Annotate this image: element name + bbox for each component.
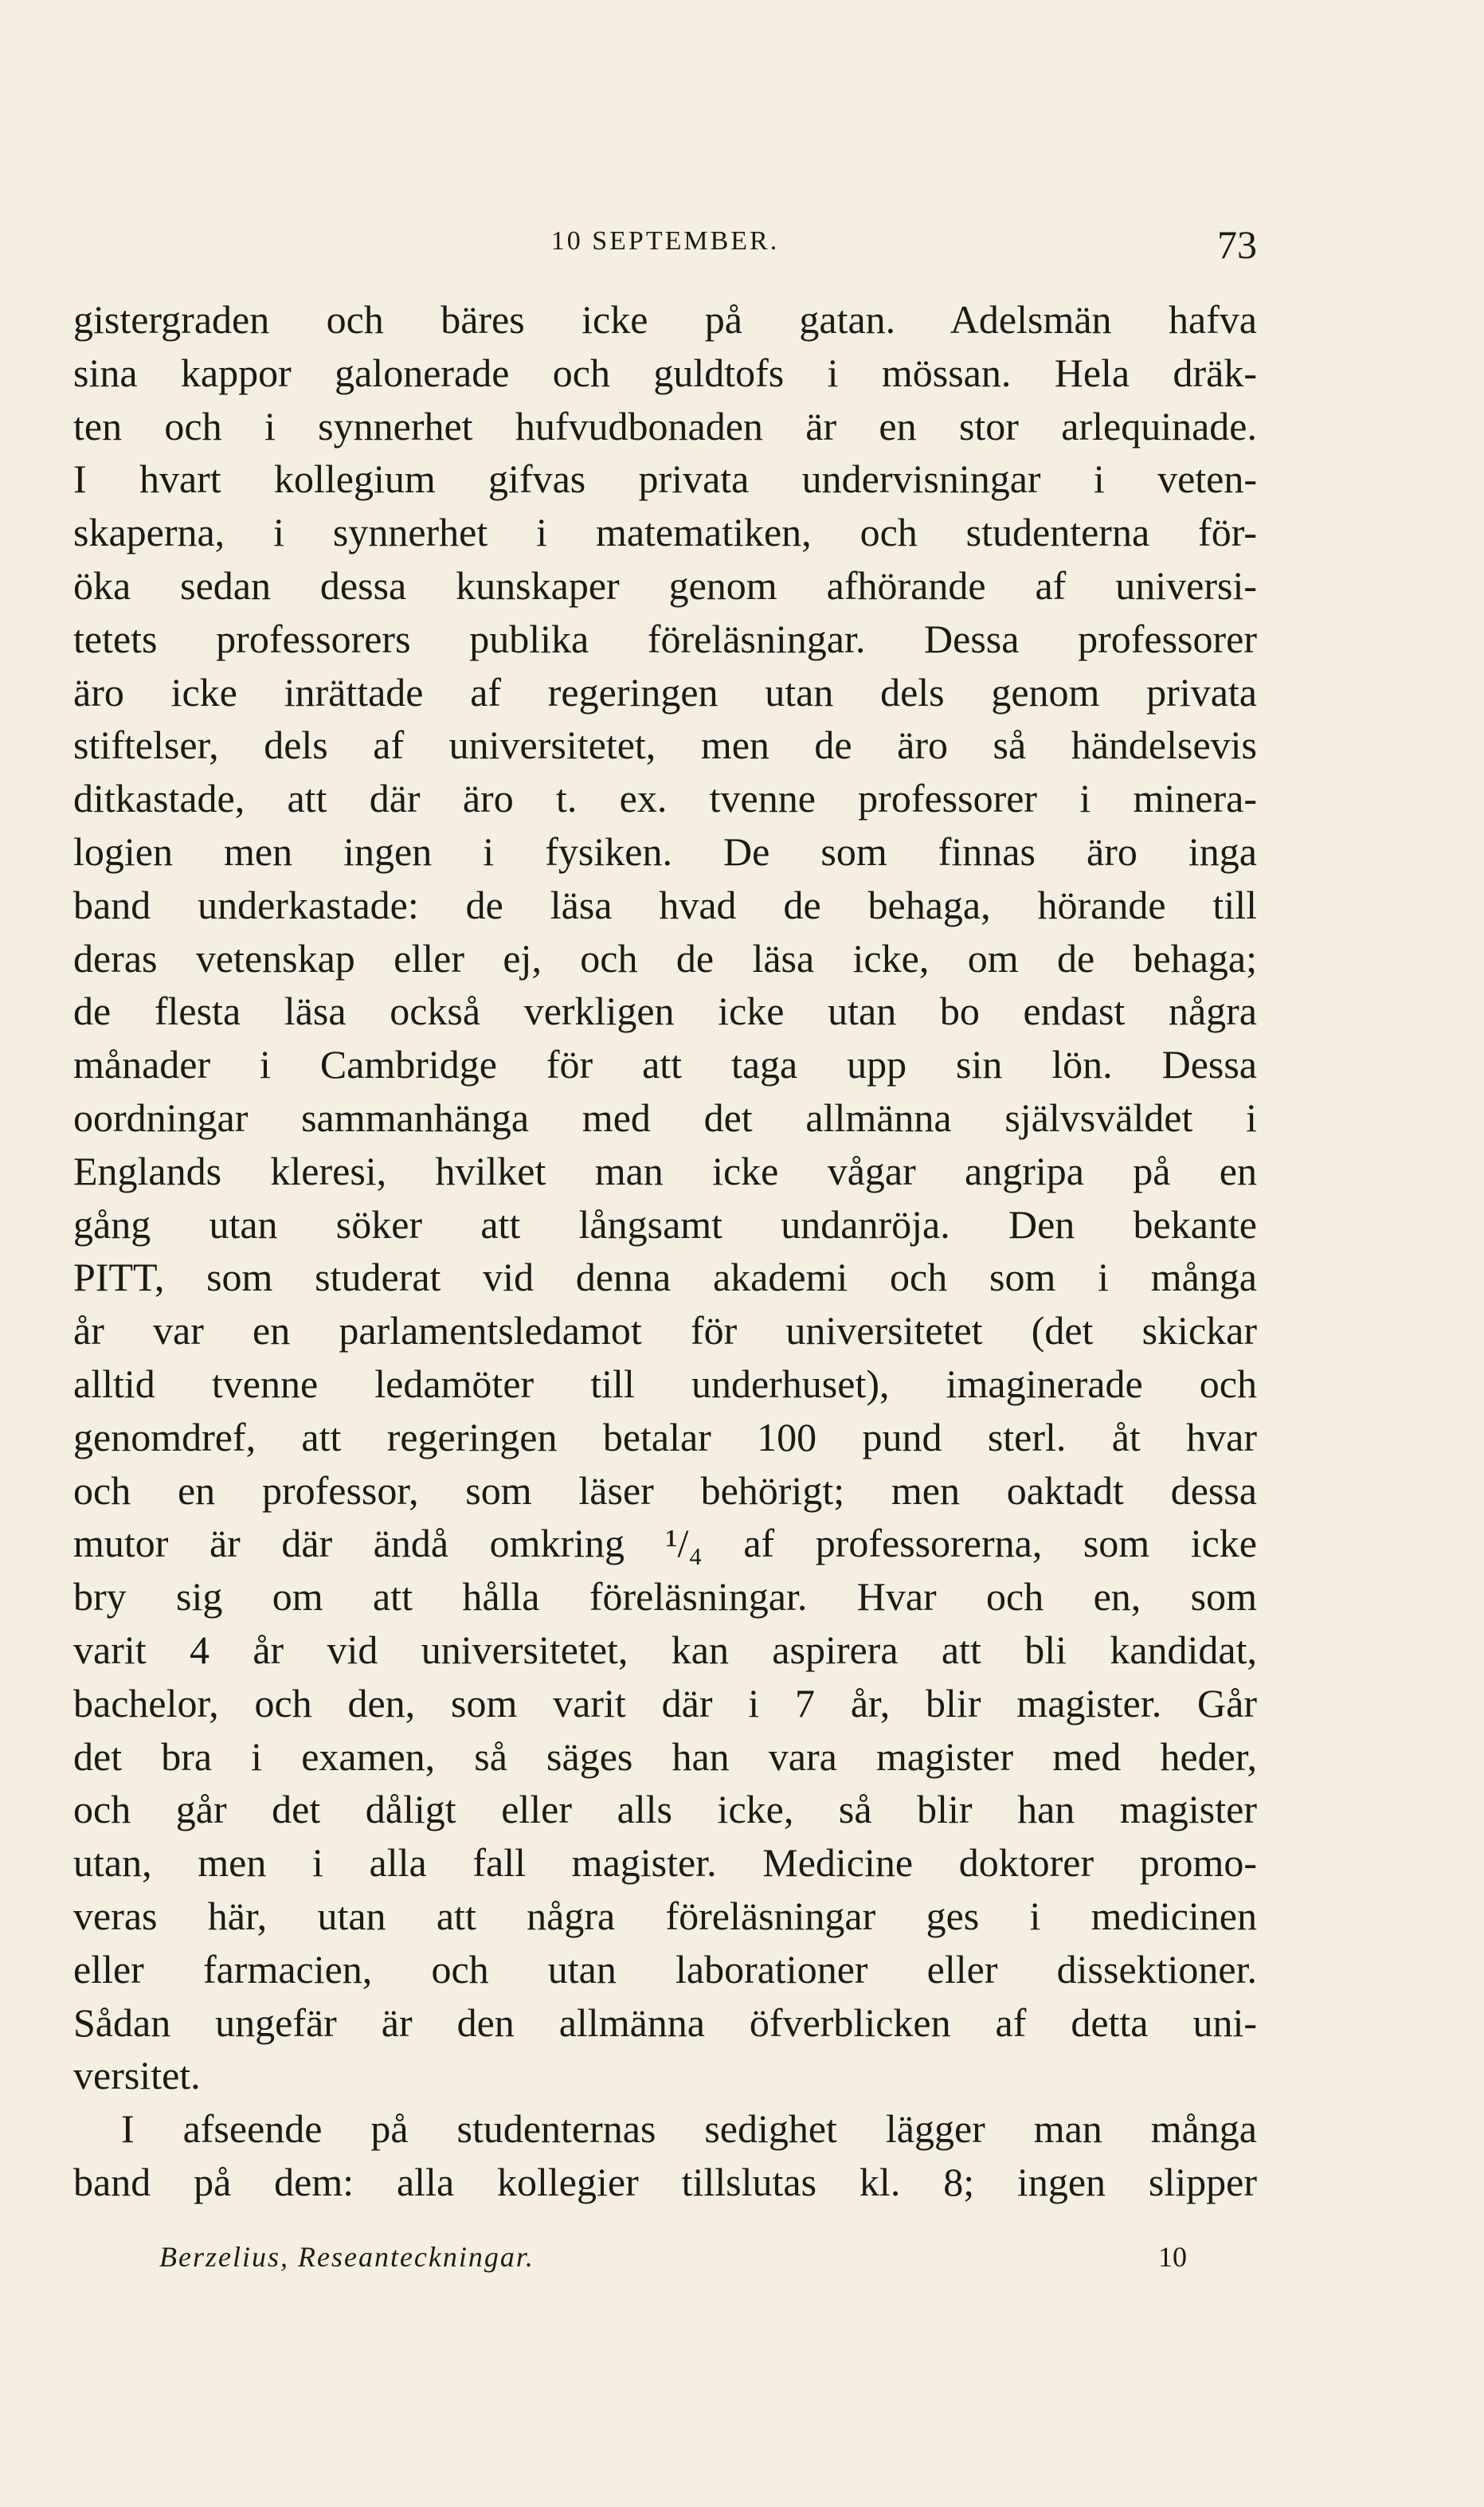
text-line: genomdref, att regeringen betalar 100 pund sterl. åt hvar (73, 1414, 1257, 1459)
text-line: Englands kleresi, hvilket man icke vågar angripa på en (73, 1148, 1257, 1193)
page-number: 73 (1217, 222, 1257, 267)
text-line: band på dem: alla kollegier tillslutas kl. 8; ingen slipper (73, 2159, 1257, 2204)
text-line: band underkastade: de läsa hvad de behaga, hörande till (73, 882, 1257, 927)
text-line: gång utan söker att långsamt undanröja. Den bekante (73, 1201, 1257, 1247)
running-head (73, 221, 1257, 269)
text-line: deras vetenskap eller ej, och de läsa icke, om de behaga; (73, 935, 1257, 981)
text-line: oordningar sammanhänga med det allmänna självsväldet i (73, 1095, 1257, 1140)
running-title: 10 SEPTEMBER. (550, 226, 780, 256)
text-line: tetets professorers publika föreläsningar. Dessa professorer (73, 616, 1257, 661)
text-line: varit 4 år vid universitetet, kan aspirera att bli kandidat, (73, 1627, 1257, 1672)
text-line: I afseende på studenternas sedighet lägger man många (121, 2106, 1257, 2152)
text-line: versitet. (73, 2053, 201, 2098)
text-line: äro icke inrättade af regeringen utan dels genom privata (73, 669, 1257, 715)
text-line: utan, men i alla fall magister. Medicine doktorer promo- (73, 1840, 1257, 1886)
text-line: mutor är där ändå omkring ¹/₄ af professorerna, som icke (73, 1521, 1257, 1566)
text-line: sina kappor galonerade och guldtofs i mössan. Hela dräk- (73, 350, 1257, 395)
text-line: och en professor, som läser behörigt; men oaktadt dessa (73, 1467, 1257, 1513)
text-line: logien men ingen i fysiken. De som finnas äro inga (73, 828, 1257, 874)
text-line: månader i Cambridge för att taga upp sin lön. Dessa (73, 1042, 1257, 1087)
text-line: bachelor, och den, som varit där i 7 år, blir magister. Går (73, 1680, 1257, 1726)
text-line: eller farmacien, och utan laborationer eller dissektioner. (73, 1946, 1257, 1992)
text-line: PITT, som studerat vid denna akademi och som i många (73, 1255, 1257, 1300)
footer (159, 2240, 1187, 2288)
text-line: skaperna, i synnerhet i matematiken, och studenterna för- (73, 510, 1257, 555)
text-line: I hvart kollegium gifvas privata undervisningar i veten- (73, 456, 1257, 502)
text-line: alltid tvenne ledamöter till underhuset), imaginerade och (73, 1361, 1257, 1406)
text-line: gistergraden och bäres icke på gatan. Adelsmän hafva (73, 297, 1257, 342)
text-line: och går det dåligt eller alls icke, så blir han magister (73, 1787, 1257, 1832)
signature-mark: 10 (1158, 2241, 1187, 2273)
text-line: ditkastade, att där äro t. ex. tvenne professorer i minera- (73, 776, 1257, 821)
text-line: år var en parlamentsledamot för universitetet (det skickar (73, 1308, 1257, 1353)
text-line: bry sig om att hålla föreläsningar. Hvar och en, som (73, 1574, 1257, 1620)
footer-author-title: Berzelius, Reseanteckningar. (159, 2241, 534, 2273)
text-line: veras här, utan att några föreläsningar ges i medicinen (73, 1893, 1257, 1938)
body-text (73, 293, 1257, 2209)
text-line: ten och i synnerhet hufvudbonaden är en stor arlequinade. (73, 403, 1257, 449)
text-line: de flesta läsa också verkligen icke utan bo endast några (73, 989, 1257, 1034)
text-line: Sådan ungefär är den allmänna öfverblicken af detta uni- (73, 2000, 1257, 2045)
text-line: öka sedan dessa kunskaper genom afhörande af universi- (73, 562, 1257, 608)
text-line: stiftelser, dels af universitetet, men de äro så händelsevis (73, 723, 1257, 768)
text-line: det bra i examen, så säges han vara magister med heder, (73, 1733, 1257, 1779)
